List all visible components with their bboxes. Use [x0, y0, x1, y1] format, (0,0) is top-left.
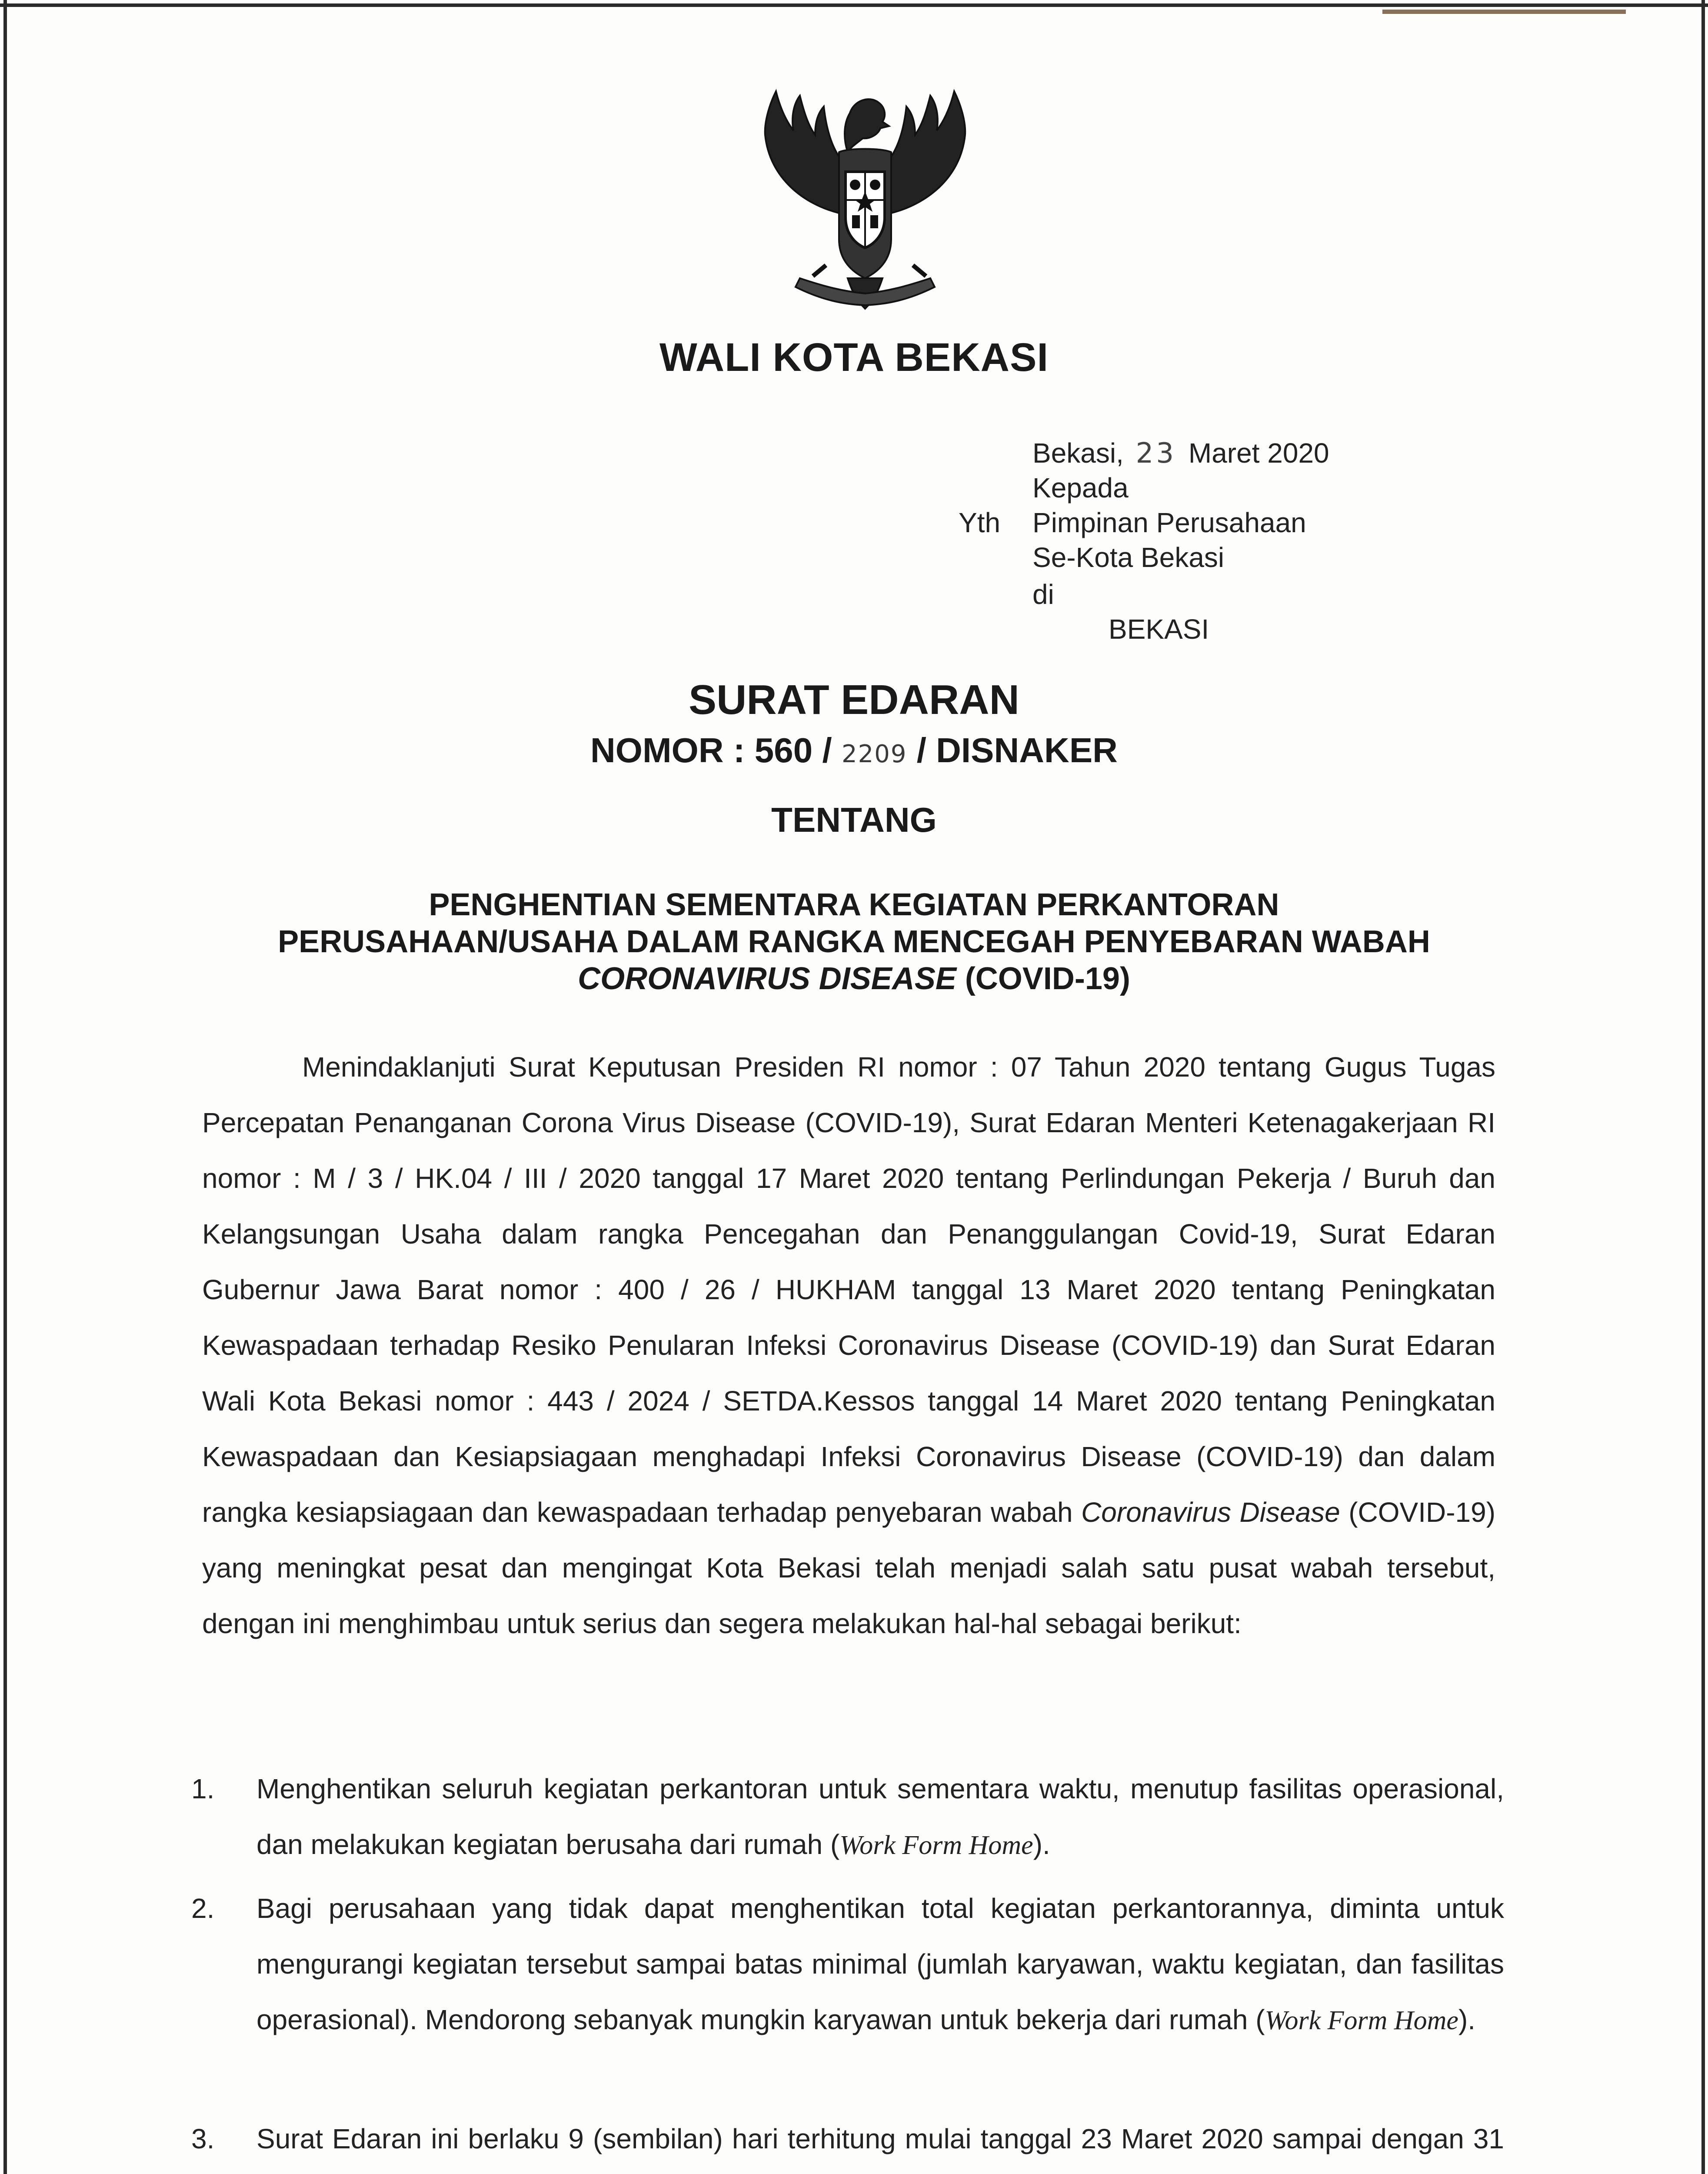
- address-di: di: [1032, 579, 1054, 610]
- document-number: [0, 730, 1708, 770]
- list-number: 1.: [191, 1773, 215, 1804]
- list-text: [256, 1761, 1504, 1873]
- list-text-after: ).: [1033, 1829, 1050, 1860]
- body-part-2: (COVID-19) yang meningkat pesat dan mengingat Kota Bekasi telah menjadi salah satu pusat wabah tersebut, dengan ini menghimbau untuk serius dan segera melakukan hal-hal sebagai berikut:: [202, 1497, 1496, 1639]
- date-month-year: Maret 2020: [1188, 437, 1329, 469]
- scan-border-top: [0, 3, 1708, 7]
- address-scope: Se-Kota Bekasi: [1032, 542, 1225, 573]
- body-paragraph: [202, 1039, 1495, 1651]
- list-text-before: Menghentikan seluruh kegiatan perkantoran untuk sementara waktu, menutup fasilitas operasional, dan melakukan kegiatan berusaha dari rumah (: [256, 1773, 1504, 1860]
- subject-rest: (COVID-19): [956, 961, 1130, 996]
- address-city: BEKASI: [1109, 614, 1209, 645]
- scan-border-right: [1701, 0, 1705, 2174]
- garuda-emblem-icon: [739, 83, 991, 317]
- number-prefix: NOMOR : 560 /: [590, 731, 832, 770]
- address-yth: Yth: [959, 507, 1001, 538]
- list-number: 2.: [191, 1893, 215, 1924]
- body-italic: Coronavirus Disease: [1081, 1497, 1340, 1528]
- letter-date: [1032, 437, 1329, 470]
- date-day-handwritten: 23: [1135, 437, 1177, 470]
- subject-line-1: PENGHENTIAN SEMENTARA KEGIATAN PERKANTORAN: [429, 887, 1279, 922]
- list-text-after: ).: [1458, 2004, 1476, 2035]
- date-place: Bekasi,: [1032, 437, 1124, 469]
- subject-line-2: PERUSAHAAN/USAHA DALAM RANGKA MENCEGAH PENYEBARAN WABAH: [278, 924, 1430, 959]
- office-heading: WALI KOTA BEKASI: [659, 335, 1049, 380]
- number-handwritten: 2209: [841, 740, 907, 768]
- list-text-italic: Work Form Home: [1265, 2006, 1458, 2035]
- body-part-1: Menindaklanjuti Surat Keputusan Presiden RI nomor : 07 Tahun 2020 tentang Gugus Tugas Percepatan Penanganan Corona Virus Disease (COVID-19), Surat Edaran Menteri Ketenagakerjaan RI nomor : M / 3 / HK.04 / III / 2020 tanggal 17 Maret 2020 tentang Perlindungan Pekerja / Buruh dan Kelangsungan Usaha dalam rangka Pencegahan dan Penanggulangan Covid-19, Surat Edaran Gubernur Jawa Barat nomor : 400 / 26 / HUKHAM tanggal 13 Maret 2020 tentang Peningkatan Kewaspadaan terhadap Resiko Penularan Infeksi Coronavirus Disease (COVID-19) dan Surat Edaran Wali Kota Bekasi nomor : 443 / 2024 / SETDA.Kessos tanggal 14 Maret 2020 tentang Peningkatan Kewaspadaan dan Kesiapsiagaan menghadapi Infeksi Coronavirus Disease (COVID-19) dan dalam rangka kesiapsiagaan dan kewaspadaan terhadap penyebaran wabah: [202, 1051, 1495, 1528]
- list-text-italic: Work Form Home: [839, 1831, 1033, 1860]
- tentang-heading: TENTANG: [771, 800, 937, 839]
- scan-edge-mark: [1382, 10, 1626, 14]
- list-text: [256, 1881, 1504, 2048]
- subject-italic: CORONAVIRUS DISEASE: [578, 961, 956, 996]
- list-text-before: Bagi perusahaan yang tidak dapat menghentikan total kegiatan perkantorannya, diminta untuk mengurangi kegiatan tersebut sampai batas minimal (jumlah karyawan, waktu kegiatan, dan fasilitas operasional). Mendorong sebanyak mungkin karyawan untuk bekerja dari rumah (: [256, 1893, 1504, 2035]
- subject-line-3: [0, 961, 1708, 997]
- address-kepada: Kepada: [1032, 472, 1129, 503]
- scan-border-left: [3, 0, 7, 2174]
- address-recipient: Pimpinan Perusahaan: [1032, 507, 1306, 538]
- list-number: 3.: [191, 2123, 215, 2154]
- number-suffix: / DISNAKER: [916, 731, 1118, 770]
- list-text: Surat Edaran ini berlaku 9 (sembilan) hari terhitung mulai tanggal 23 Maret 2020 sampai dengan 31: [256, 2123, 1504, 2154]
- document-title: SURAT EDARAN: [689, 677, 1019, 723]
